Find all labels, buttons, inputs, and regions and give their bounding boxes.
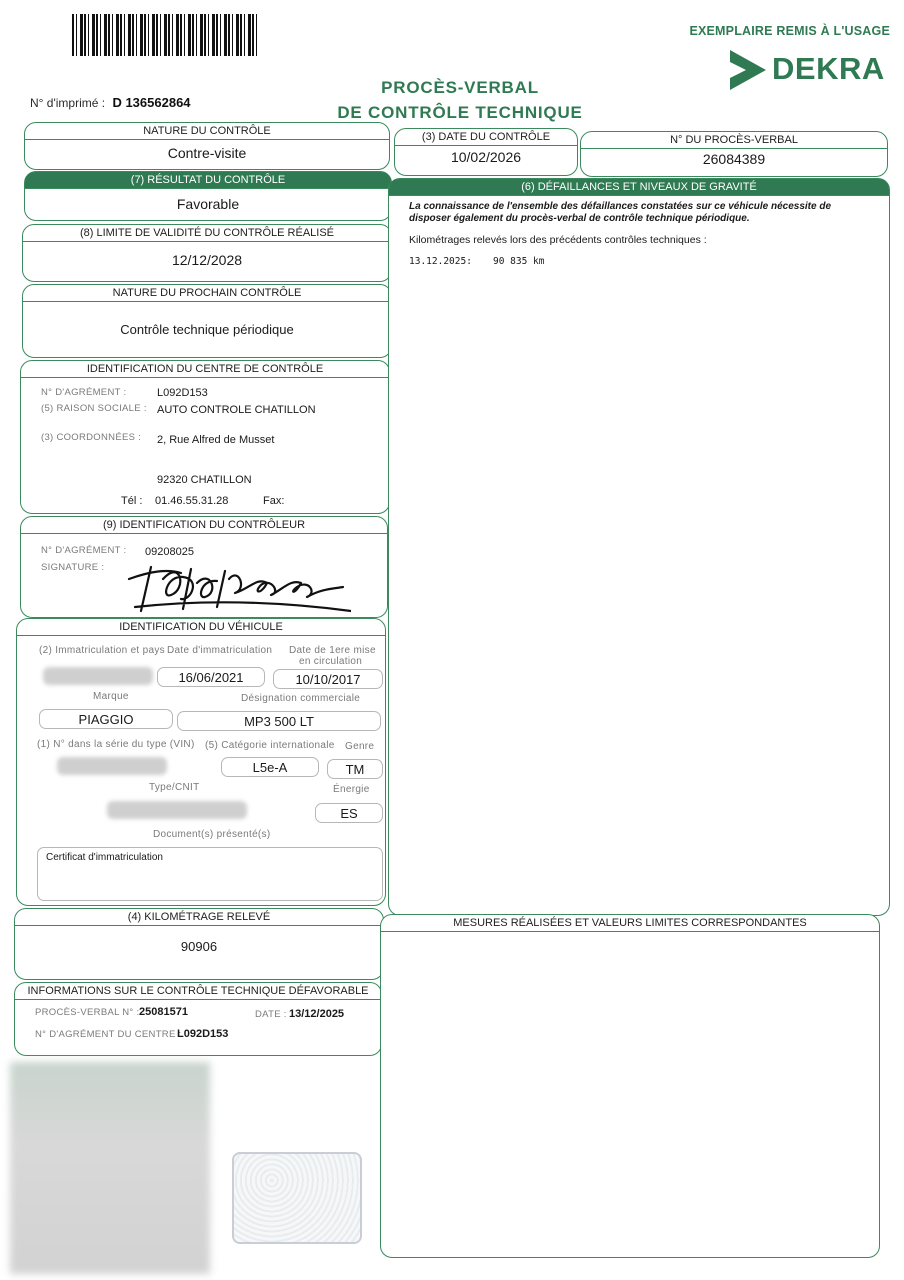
designation-value: MP3 500 LT (177, 711, 381, 731)
defavorable-pv-label: PROCÈS-VERBAL N° : (35, 1007, 140, 1018)
type-label: Type/CNIT (149, 782, 200, 793)
defaillances-label: (6) DÉFAILLANCES ET NIVEAUX DE GRAVITÉ (389, 179, 889, 196)
defavorable-pv-value: 25081571 (139, 1006, 188, 1018)
centre-address-line2: 92320 CHATILLON (157, 474, 252, 486)
defavorable-agrement-label: N° D'AGRÉMENT DU CENTRE : (35, 1029, 182, 1040)
centre-agrement-label: N° D'AGRÉMENT : (41, 387, 127, 398)
marque-value: PIAGGIO (39, 709, 173, 729)
genre-value: TM (327, 759, 383, 779)
resultat-box (24, 171, 392, 221)
categorie-label: (5) Catégorie internationale (205, 740, 335, 751)
nature-controle-box (24, 122, 390, 170)
vehicule-box (16, 618, 386, 906)
centre-raison-label: (5) RAISON SOCIALE : (41, 403, 147, 414)
defavorable-label: INFORMATIONS SUR LE CONTRÔLE TECHNIQUE DÉFAVORABLE (15, 983, 381, 1000)
imprime-number (30, 95, 191, 110)
km-history-value: 90 835 km (493, 256, 545, 267)
defaillances-notice-line1: La connaissance de l'ensemble des défaillances constatées sur ce véhicule nécessite de (409, 201, 832, 212)
genre-label: Genre (345, 741, 375, 752)
immat-label: (2) Immatriculation et pays (39, 645, 165, 656)
limite-validite-value: 12/12/2028 (171, 252, 243, 268)
centre-agrement-value: L092D153 (157, 387, 208, 399)
page-title-line2: DE CONTRÔLE TECHNIQUE (337, 103, 583, 122)
date-circ-label-2: en circulation (299, 656, 363, 667)
date-circ-label-1: Date de 1ere mise (289, 645, 376, 656)
defaillances-notice-line2: disposer également du procès-verbal de contrôle technique périodique. (409, 213, 750, 224)
immat-redacted (43, 667, 153, 685)
centre-address-line1: 2, Rue Alfred de Musset (157, 434, 275, 446)
km-history-title: Kilométrages relevés lors des précédents contrôles techniques : (409, 234, 707, 246)
controleur-box (20, 516, 388, 618)
resultat-label: (7) RÉSULTAT DU CONTRÔLE (25, 172, 391, 189)
controleur-label: (9) IDENTIFICATION DU CONTRÔLEUR (21, 517, 387, 534)
limite-validite-box (22, 224, 392, 282)
brand-name: DEKRA (772, 51, 885, 86)
km-history-date: 13.12.2025: (409, 256, 472, 267)
date-controle-value: 10/02/2026 (450, 149, 522, 165)
centre-box (20, 360, 390, 514)
page-title-line1: PROCÈS-VERBAL (381, 78, 539, 97)
categorie-value: L5e-A (221, 757, 319, 777)
defavorable-agrement-value: L092D153 (177, 1028, 229, 1040)
type-redacted (107, 801, 247, 819)
controleur-agrement-value: 09208025 (145, 546, 194, 558)
energie-value: ES (315, 803, 383, 823)
designation-label: Désignation commerciale (241, 693, 361, 704)
documents-label: Document(s) présenté(s) (153, 829, 271, 840)
vehicule-label: IDENTIFICATION DU VÉHICULE (17, 619, 385, 636)
centre-raison-value: AUTO CONTROLE CHATILLON (157, 404, 316, 416)
prochain-controle-value: Contrôle technique périodique (120, 322, 294, 337)
imprime-label: N° d'imprimé : (30, 96, 106, 110)
defavorable-date-value: 13/12/2025 (289, 1008, 345, 1020)
numero-pv-value: 26084389 (702, 151, 766, 167)
nature-controle-value: Contre-visite (167, 145, 247, 161)
controleur-agrement-label: N° D'AGRÉMENT : (41, 545, 127, 556)
numero-pv-label: N° DU PROCÈS-VERBAL (581, 132, 887, 149)
centre-tel-label: Tél : (121, 495, 143, 507)
redacted-stamp-area (10, 1062, 210, 1274)
date-controle-label: (3) DATE DU CONTRÔLE (395, 129, 577, 146)
mesures-box (380, 914, 880, 1258)
date-immat-label: Date d'immatriculation (167, 645, 273, 656)
documents-value: Certificat d'immatriculation (37, 847, 383, 901)
centre-fax-label: Fax: (263, 495, 285, 507)
kilometrage-box (14, 908, 384, 980)
vin-redacted (57, 757, 167, 775)
defavorable-date-label: DATE : (255, 1009, 287, 1020)
nature-controle-label: NATURE DU CONTRÔLE (25, 123, 389, 140)
resultat-value: Favorable (176, 196, 240, 212)
limite-validite-label: (8) LIMITE DE VALIDITÉ DU CONTRÔLE RÉALISÉ (23, 225, 391, 242)
prochain-controle-box (22, 284, 392, 358)
imprime-value: D 136562864 (112, 95, 191, 110)
marque-label: Marque (93, 691, 129, 702)
kilometrage-label: (4) KILOMÉTRAGE RELEVÉ (15, 909, 383, 926)
date-controle-box (394, 128, 578, 176)
controleur-signature-label: SIGNATURE : (41, 562, 105, 573)
defaillances-box (388, 178, 890, 916)
numero-pv-box (580, 131, 888, 177)
barcode (72, 14, 260, 56)
kilometrage-value: 90906 (180, 939, 218, 954)
dekra-logo-icon (728, 48, 768, 92)
prochain-controle-label: NATURE DU PROCHAIN CONTRÔLE (23, 285, 391, 302)
defavorable-box (14, 982, 382, 1056)
hologram-sticker (232, 1152, 362, 1244)
date-circ-value: 10/10/2017 (273, 669, 383, 689)
centre-coord-label: (3) COORDONNÉES : (41, 432, 142, 443)
centre-label: IDENTIFICATION DU CENTRE DE CONTRÔLE (21, 361, 389, 378)
energie-label: Énergie (333, 784, 370, 795)
signature-image (121, 549, 351, 617)
usage-label: EXEMPLAIRE REMIS À L'USAGE (689, 24, 890, 38)
mesures-label: MESURES RÉALISÉES ET VALEURS LIMITES CORRESPONDANTES (381, 915, 879, 932)
centre-tel-value: 01.46.55.31.28 (155, 495, 229, 507)
dekra-logo (728, 48, 888, 92)
vin-label: (1) N° dans la série du type (VIN) (37, 739, 195, 750)
date-immat-value: 16/06/2021 (157, 667, 265, 687)
